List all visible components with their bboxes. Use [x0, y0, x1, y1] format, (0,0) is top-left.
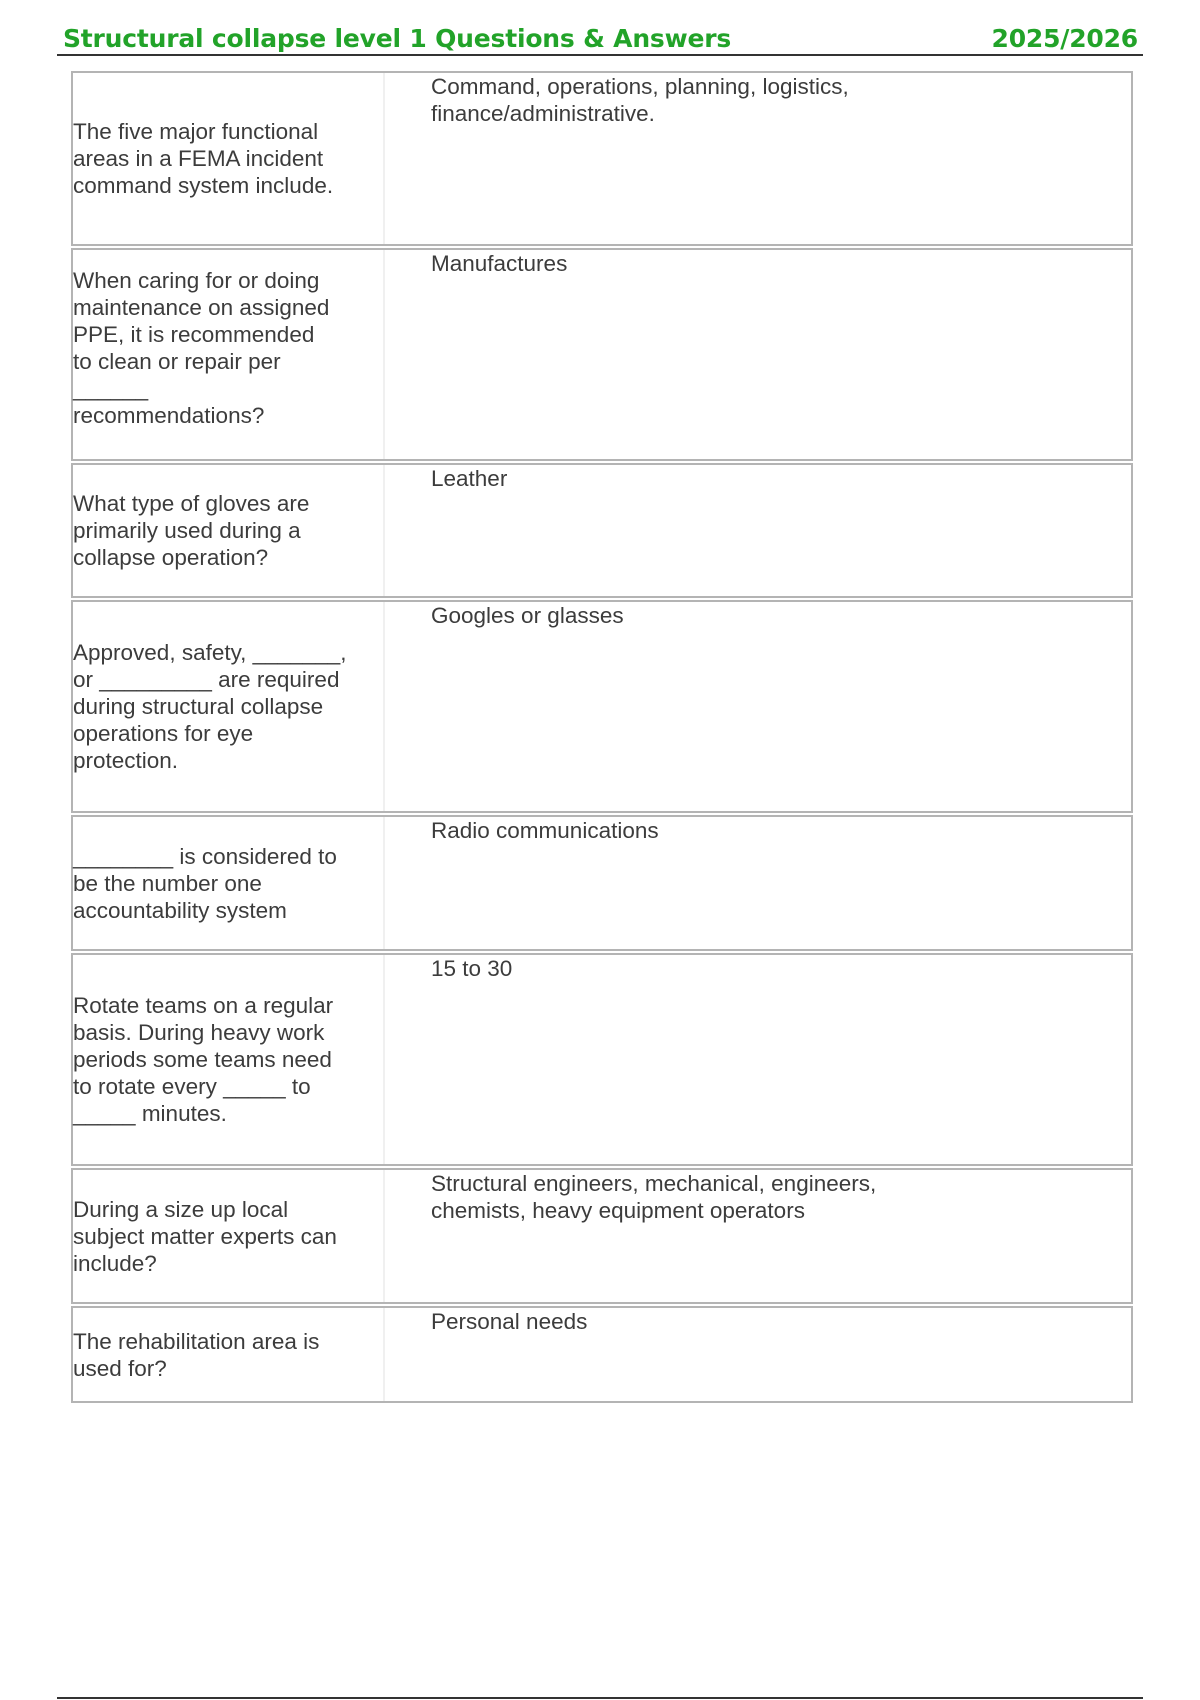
qa-row [71, 815, 1133, 951]
qa-row [71, 1306, 1133, 1403]
question-cell [73, 73, 385, 244]
qa-table [71, 71, 1133, 1403]
qa-row [71, 600, 1133, 813]
qa-row [71, 71, 1133, 246]
answer-text: Personal needs [431, 1309, 588, 1334]
answer-cell [385, 1170, 1131, 1302]
question-cell [73, 955, 385, 1164]
answer-cell [385, 1308, 1131, 1401]
question-cell [73, 1308, 385, 1401]
question-cell [73, 602, 385, 811]
question-text: When caring for or doing maintenance on assigned PPE, it is recommended to clean or repair per ______ recommendations? [73, 268, 330, 428]
document-year: 2025/2026 [991, 24, 1138, 53]
question-text: Approved, safety, _______, or _________ are required during structural collapse operations for eye protection. [73, 640, 347, 773]
question-text: What type of gloves are primarily used during a collapse operation? [73, 491, 310, 570]
answer-text: Leather [431, 466, 508, 491]
qa-row [71, 953, 1133, 1166]
answer-text: Command, operations, planning, logistics, finance/administrative. [431, 74, 849, 126]
question-text: The five major functional areas in a FEMA incident command system include. [73, 119, 334, 198]
question-cell [73, 1170, 385, 1302]
question-text: ________ is considered to be the number one accountability system [73, 843, 337, 923]
qa-row [71, 463, 1133, 598]
document-title: Structural collapse level 1 Questions & Answers [63, 24, 732, 53]
question-text: Rotate teams on a regular basis. During heavy work periods some teams need to rotate every _____ to _____ minutes. [73, 993, 334, 1126]
answer-cell [385, 73, 1131, 244]
question-cell [73, 465, 385, 596]
answer-text: Manufactures [431, 251, 568, 276]
qa-row [71, 248, 1133, 461]
answer-text: Googles or glasses [431, 603, 624, 628]
answer-cell [385, 955, 1131, 1164]
answer-text: 15 to 30 [431, 956, 513, 981]
qa-row [71, 1168, 1133, 1304]
answer-cell [385, 250, 1131, 459]
question-text: During a size up local subject matter experts can include? [73, 1196, 337, 1276]
question-cell [73, 250, 385, 459]
footer-rule [57, 1697, 1143, 1699]
answer-cell [385, 817, 1131, 949]
answer-text: Radio communications [431, 818, 659, 843]
question-cell [73, 817, 385, 949]
question-text: The rehabilitation area is used for? [73, 1328, 320, 1381]
answer-cell [385, 602, 1131, 811]
page-header [57, 22, 1143, 56]
answer-text: Structural engineers, mechanical, engineers, chemists, heavy equipment operators [431, 1171, 877, 1223]
answer-cell [385, 465, 1131, 596]
